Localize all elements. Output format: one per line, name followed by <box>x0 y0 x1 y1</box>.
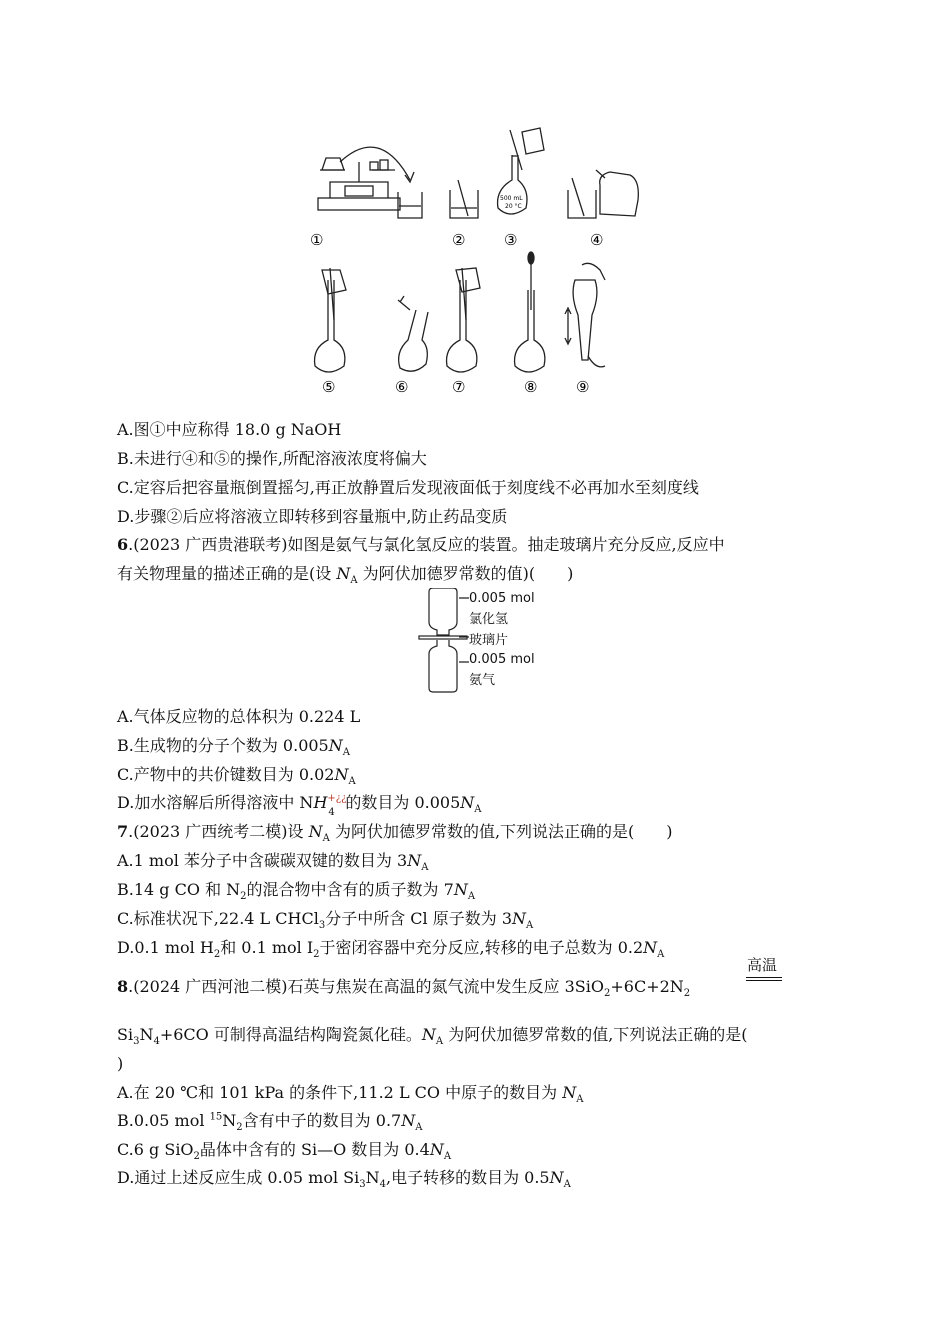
na-symbol: N <box>562 1083 577 1102</box>
q5-option-d: D.步骤②后应将溶液立即转移到容量瓶中,防止药品变质 <box>117 507 508 526</box>
q8-option-c-text: C.6 g SiO <box>117 1140 194 1159</box>
na-subscript: A <box>421 862 429 874</box>
subscript: 3 <box>133 1036 140 1048</box>
na-symbol: N <box>334 765 349 784</box>
na-symbol: N <box>421 1025 436 1044</box>
q8-number: 8 <box>117 977 129 996</box>
q6-option-c <box>117 764 356 786</box>
q7-option-d-text: D.0.1 mol H <box>117 938 214 957</box>
na-subscript: A <box>657 949 665 961</box>
q7-stem-text-2: 为阿伏加德罗常数的值,下列说法正确的是( ) <box>329 822 673 841</box>
hcl-name: 氯化氢 <box>469 612 509 627</box>
q7-source: .(2023 广西统考二模) <box>128 822 288 841</box>
q7-option-c-text-2: 分子中所含 Cl 原子数为 3 <box>325 909 513 928</box>
q6-number: 6 <box>117 535 129 554</box>
q6-option-d-text: D.加水溶解后所得溶液中 N <box>117 793 314 812</box>
q8-stem-text-3: 为阿伏加德罗常数的值,下列说法正确的是( <box>443 1025 748 1044</box>
q7-option-d <box>117 937 664 959</box>
q7-stem <box>117 821 673 843</box>
q8-stem-line2 <box>117 1024 748 1046</box>
na-subscript: A <box>576 1094 584 1106</box>
hcl-amount: 0.005 mol <box>469 591 535 606</box>
q7-option-d-text-2: 和 0.1 mol I <box>220 938 314 957</box>
step-label-5: ⑤ <box>322 378 336 396</box>
step-label-1: ① <box>310 231 324 249</box>
step-label-8: ⑧ <box>524 378 538 396</box>
q7-option-a <box>117 850 428 872</box>
subscript: 2 <box>240 891 247 903</box>
reaction-condition-text: 高温 <box>746 956 777 974</box>
q5-option-c: C.定容后把容量瓶倒置摇匀,再正放静置后发现液面低于刻度线不必再加水至刻度线 <box>117 478 699 497</box>
flask-temp-text: 20 °C <box>505 203 522 210</box>
q6-option-d-text-2: 的数目为 0.005 <box>345 793 461 812</box>
step-label-4: ④ <box>590 231 604 249</box>
subscript: 2 <box>213 949 221 961</box>
q7-option-c <box>117 908 533 930</box>
q7-option-a-text: A.1 mol 苯分子中含碳碳双键的数目为 3 <box>117 851 408 870</box>
na-symbol: N <box>328 736 343 755</box>
q6-option-b-text: B.生成物的分子个数为 0.005 <box>117 736 329 755</box>
q8-stem-text-2: +6CO 可制得高温结构陶瓷氮化硅。 <box>159 1025 422 1044</box>
superscript: 15 <box>209 1111 223 1123</box>
q6-option-c-text: C.产物中的共价键数目为 0.02 <box>117 765 335 784</box>
q8-option-a-text: A.在 20 ℃和 101 kPa 的条件下,11.2 L CO 中原子的数目为 <box>117 1083 563 1102</box>
step-label-3: ③ <box>504 231 518 249</box>
ammonia-hcl-apparatus <box>415 588 475 694</box>
ammonium-h: H <box>313 793 328 812</box>
q7-option-b-text: B.14 g CO 和 N <box>117 880 241 899</box>
subscript: 2 <box>236 1122 243 1134</box>
na-symbol: N <box>407 851 422 870</box>
subscript: 2 <box>604 988 611 1000</box>
nh3-name: 氨气 <box>469 673 496 688</box>
na-symbol: N <box>460 793 475 812</box>
q8-option-b <box>117 1110 422 1132</box>
na-subscript: A <box>348 776 356 788</box>
subscript: 3 <box>359 1179 366 1191</box>
subscript: 4 <box>153 1036 160 1048</box>
q7-stem-text: 设 <box>287 822 309 841</box>
na-symbol: N <box>429 1140 444 1159</box>
q7-option-d-text-3: 于密闭容器中充分反应,转移的电子总数为 0.2 <box>319 938 644 957</box>
q8-stem-text-b: +6C+2N <box>610 977 684 996</box>
step-label-6: ⑥ <box>395 378 409 396</box>
q8-option-c <box>117 1139 451 1161</box>
q5-option-b: B.未进行④和⑤的操作,所配溶液浓度将偏大 <box>117 449 427 468</box>
q8-option-d-n: N <box>365 1168 380 1187</box>
q5-option-a: A.图①中应称得 18.0 g NaOH <box>117 420 342 439</box>
na-subscript: A <box>474 804 482 816</box>
equals-bar-bottom <box>746 980 782 981</box>
na-symbol: N <box>336 564 351 583</box>
q6-source: .(2023 广西贵港联考) <box>128 535 288 554</box>
q8-option-d <box>117 1167 571 1189</box>
q8-option-a <box>117 1082 583 1104</box>
q7-option-b <box>117 879 475 901</box>
q6-stem-text: 如图是氨气与氯化氢反应的装置。抽走玻璃片充分反应,反应中 <box>287 535 725 554</box>
na-subscript: A <box>415 1122 423 1134</box>
na-symbol: N <box>512 909 527 928</box>
ammonium-charge: +¿¿ <box>327 793 347 804</box>
glass-plate-label: 玻璃片 <box>469 633 509 648</box>
equals-bar-top <box>746 977 782 978</box>
q6-option-a: A.气体反应物的总体积为 0.224 L <box>117 707 361 726</box>
flask-volume-text: 500 mL <box>500 195 523 202</box>
subscript: 4 <box>379 1179 386 1191</box>
na-symbol: N <box>549 1168 564 1187</box>
q6-stem-line2 <box>117 563 573 585</box>
na-subscript: A <box>563 1179 571 1191</box>
na-subscript: A <box>342 747 350 759</box>
nh3-amount: 0.005 mol <box>469 652 535 667</box>
subscript: 2 <box>193 1151 200 1163</box>
q8-option-b-n: N <box>222 1111 237 1130</box>
na-symbol: N <box>643 938 658 957</box>
q6-option-b <box>117 735 350 757</box>
q6-option-d <box>117 792 482 818</box>
q8-stem-line3: ) <box>117 1054 124 1073</box>
q8-option-d-text: D.通过上述反应生成 0.05 mol Si <box>117 1168 360 1187</box>
na-subscript: A <box>435 1036 444 1048</box>
subscript: 3 <box>318 920 326 932</box>
na-symbol: N <box>308 822 323 841</box>
q8-stem-line1 <box>117 976 690 998</box>
q8-stem-text: 石英与焦炭在高温的氮气流中发生反应 3SiO <box>287 977 604 996</box>
solution-prep-figure <box>300 120 650 400</box>
q6-stem-line1 <box>117 534 725 556</box>
step-label-2: ② <box>452 231 466 249</box>
na-symbol: N <box>453 880 468 899</box>
q6-stem-text-2b: 为阿伏加德罗常数的值)( ) <box>357 564 574 583</box>
na-subscript: A <box>467 891 476 903</box>
na-subscript: A <box>350 575 358 587</box>
na-subscript: A <box>526 920 534 932</box>
step-label-9: ⑨ <box>576 378 590 396</box>
q6-stem-text-2a: 有关物理量的描述正确的是(设 <box>117 564 337 583</box>
na-subscript: A <box>443 1151 452 1163</box>
na-subscript: A <box>322 833 330 845</box>
na-symbol: N <box>401 1111 416 1130</box>
subscript: 2 <box>683 988 691 1000</box>
q8-option-b-text: B.0.05 mol <box>117 1111 210 1130</box>
q8-option-d-text-2: ,电子转移的数目为 0.5 <box>385 1168 550 1187</box>
step-label-7: ⑦ <box>452 378 466 396</box>
subscript: 2 <box>313 949 320 961</box>
q8-option-c-text-2: 晶体中含有的 Si—O 数目为 0.4 <box>199 1140 430 1159</box>
ammonium-subscript: 4 <box>328 807 335 818</box>
q7-option-c-text: C.标准状况下,22.4 L CHCl <box>117 909 319 928</box>
q8-formula-si: Si <box>117 1025 134 1044</box>
q8-source: .(2024 广西河池二模) <box>128 977 288 996</box>
q7-option-b-text-2: 的混合物中含有的质子数为 7 <box>246 880 454 899</box>
q8-formula-n: N <box>139 1025 154 1044</box>
q7-number: 7 <box>117 822 129 841</box>
q8-option-b-text-2: 含有中子的数目为 0.7 <box>242 1111 402 1130</box>
